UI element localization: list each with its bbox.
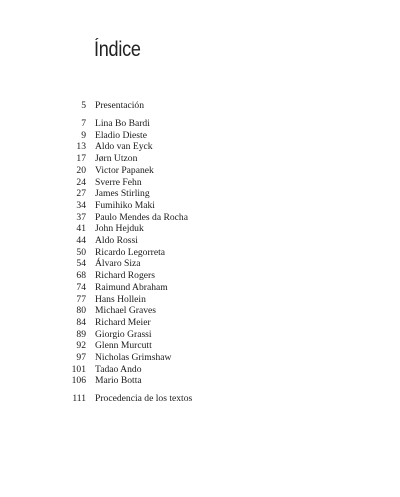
toc-entry-title: Nicholas Grimshaw xyxy=(95,352,172,363)
toc-entry-title: Mario Botta xyxy=(95,375,142,387)
toc-entry-title: Eladio Dieste xyxy=(95,129,147,141)
toc-entry-title: Tadao Ando xyxy=(95,363,142,375)
toc-entry-title: Hans Hollein xyxy=(95,293,146,305)
toc-entry-title: Aldo van Eyck xyxy=(95,141,153,153)
toc-entry xyxy=(0,223,400,235)
toc-entry xyxy=(0,247,400,259)
toc-entry-title: Michael Graves xyxy=(95,305,157,317)
toc-page-number: 50 xyxy=(76,246,86,258)
toc-entry-title: John Hejduk xyxy=(95,223,144,235)
toc-entry xyxy=(0,165,400,177)
toc-entry xyxy=(0,364,400,376)
toc-entry xyxy=(0,340,400,352)
toc-page-number: 101 xyxy=(71,363,86,375)
toc-entry-title: Fumihiko Maki xyxy=(95,199,155,211)
toc-entry-title: James Stirling xyxy=(95,188,150,200)
toc-entry-title: Paulo Mendes da Rocha xyxy=(95,211,188,223)
toc-entry xyxy=(0,200,400,212)
toc-page-number: 80 xyxy=(76,305,86,317)
toc-entry-title: Sverre Fehn xyxy=(95,176,142,188)
toc-page-number: 77 xyxy=(76,293,86,305)
toc-page-number: 44 xyxy=(76,235,86,246)
toc-entry xyxy=(0,393,400,405)
toc-entry-title: Jørn Utzon xyxy=(95,153,138,165)
toc-page-number: 111 xyxy=(72,393,86,404)
toc-page-number: 37 xyxy=(76,211,86,223)
toc-entry-title: Raimund Abraham xyxy=(95,281,168,293)
toc-page-number: 106 xyxy=(71,375,86,387)
page-title: Índice xyxy=(94,38,141,61)
toc-page-number: 89 xyxy=(76,328,86,340)
toc-entry-title: Richard Meier xyxy=(95,316,151,328)
toc-entry xyxy=(0,375,400,387)
toc-entry-title: Lina Bo Bardi xyxy=(95,118,150,129)
toc-entry xyxy=(0,317,400,329)
toc-page-number: 5 xyxy=(81,100,86,111)
toc-page-number: 92 xyxy=(76,340,86,352)
toc-page-number: 41 xyxy=(76,223,86,235)
toc-entry-title: Presentación xyxy=(95,100,145,111)
toc-entry-title: Ricardo Legorreta xyxy=(95,246,166,258)
toc-entry-title: Richard Rogers xyxy=(95,270,155,282)
toc-page-number: 27 xyxy=(76,188,86,200)
toc-entry xyxy=(0,235,400,247)
toc-entry xyxy=(0,329,400,341)
toc-entry xyxy=(0,177,400,189)
toc-entry xyxy=(0,212,400,224)
toc-entry xyxy=(0,270,400,282)
toc-page-number: 9 xyxy=(81,129,86,141)
toc-page-number: 97 xyxy=(76,352,86,363)
toc-entry-title: Aldo Rossi xyxy=(95,235,138,246)
toc-entry-title: Victor Papanek xyxy=(95,164,154,176)
toc-entry xyxy=(0,282,400,294)
toc-entry xyxy=(0,188,400,200)
toc-entry-title: Procedencia de los textos xyxy=(95,393,193,404)
toc-page-number: 84 xyxy=(76,316,86,328)
toc-entry xyxy=(0,305,400,317)
toc-entry-title: Glenn Murcutt xyxy=(95,340,152,352)
toc-page-number: 13 xyxy=(76,141,86,153)
toc-page-number: 24 xyxy=(76,176,86,188)
toc-entry xyxy=(0,258,400,270)
toc-page-number: 17 xyxy=(76,153,86,165)
toc-page-number: 7 xyxy=(81,118,86,129)
toc-page-number: 54 xyxy=(76,258,86,270)
toc-entry xyxy=(0,100,400,112)
toc-entry-title: Álvaro Siza xyxy=(95,258,141,270)
toc-entry xyxy=(0,352,400,364)
toc-page-number: 20 xyxy=(76,164,86,176)
toc-entry xyxy=(0,118,400,130)
toc-entry xyxy=(0,130,400,142)
toc-page-number: 68 xyxy=(76,270,86,282)
toc-page-number: 74 xyxy=(76,281,86,293)
toc-entry xyxy=(0,294,400,306)
toc-entry-title: Giorgio Grassi xyxy=(95,328,152,340)
toc-entry xyxy=(0,153,400,165)
toc-entry xyxy=(0,141,400,153)
toc-page-number: 34 xyxy=(76,199,86,211)
